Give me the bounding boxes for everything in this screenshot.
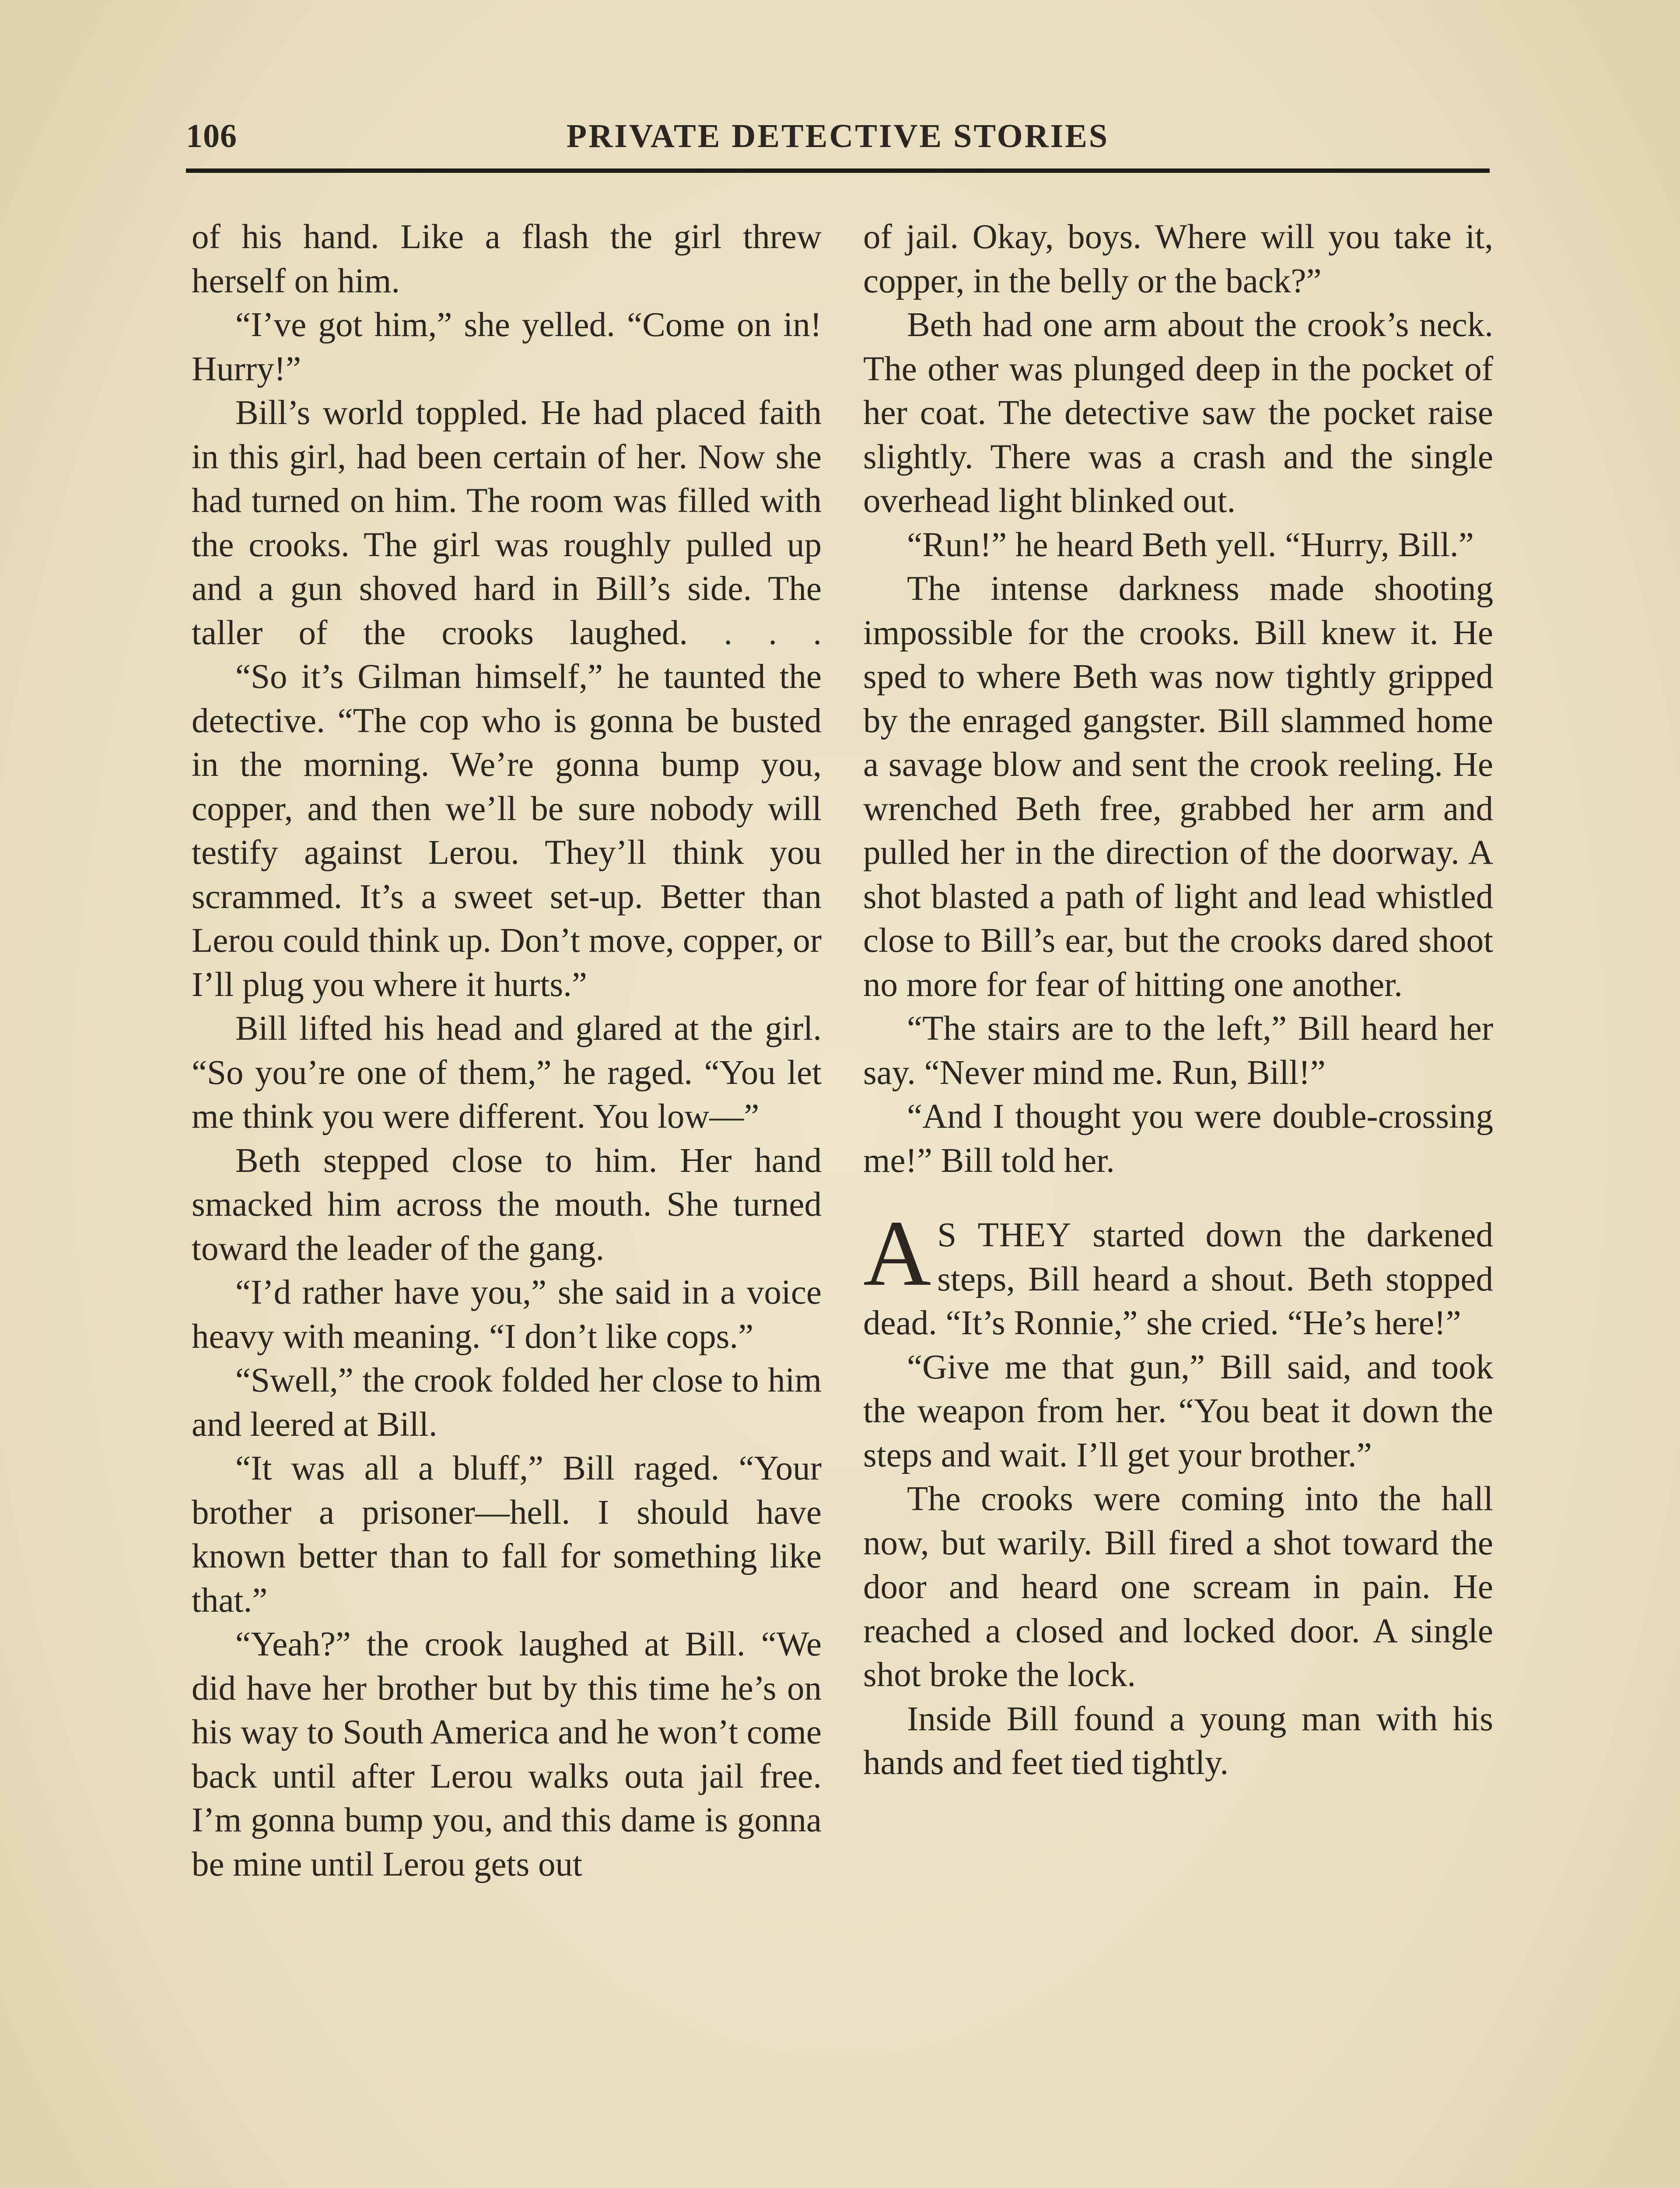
paragraph: “Swell,” the crook folded her close to him and leered at Bill.: [192, 1361, 822, 1444]
running-title: PRIVATE DETECTIVE STORIES: [566, 118, 1110, 154]
paragraph: “So it’s Gilman himself,” he taunted the detective. “The cop who is gonna be busted in the morning. We’re gonna bump you, copper, and then we’ll be sure nobody will testify against Lerou. They’ll think you scrammed. It’s a sweet set-up. Better than Lerou could think up. Don’t move, copper, or I’ll plug you where it hurts.”: [192, 658, 822, 1004]
paragraph: of jail. Okay, boys. Where will you take it, copper, in the belly or the back?”: [863, 218, 1493, 300]
left-column: [192, 215, 822, 2188]
drop-cap: A: [863, 1201, 931, 1305]
paragraph: The crooks were coming into the hall now, but warily. Bill fired a shot toward the door and heard one scream in pain. He reached a closed and locked door. A single shot broke the lock.: [863, 1480, 1493, 1694]
header-rule: [186, 168, 1490, 173]
paragraph: “I’d rather have you,” she said in a voice heavy with meaning. “I don’t like cops.”: [192, 1273, 822, 1356]
section-text: started down the darkened steps, Bill heard a shout. Beth stopped dead. “It’s Ronnie,” she cried. “He’s here!”: [863, 1216, 1493, 1342]
paragraph: The intense darkness made shooting impossible for the crooks. Bill knew it. He sped to where Beth was now tightly gripped by the enraged gangster. Bill slammed home a savage blow and sent the crook reeling. He wrenched Beth free, grabbed her arm and pulled her in the direction of the doorway. A shot blasted a path of light and lead whistled close to Bill’s ear, but the crooks dared shoot no more for fear of hitting one another.: [863, 570, 1493, 1004]
paragraph: “It was all a bluff,” Bill raged. “Your brother a prisoner—hell. I should have known better than to fall for something like that.”: [192, 1449, 822, 1620]
section-opening-paragraph: [863, 1201, 1493, 1346]
paragraph: Beth stepped close to him. Her hand smacked him across the mouth. She turned toward the leader of the gang.: [192, 1141, 822, 1268]
paragraph: Beth had one arm about the crook’s neck. The other was plunged deep in the pocket of her coat. The detective saw the pocket raise slightly. There was a crash and the single overhead light blinked out.: [863, 306, 1493, 520]
right-column: [863, 215, 1493, 2188]
small-caps-lead: S THEY: [937, 1216, 1072, 1254]
paragraph: Bill lifted his head and glared at the girl. “So you’re one of them,” he raged. “You let me think you were different. You low—”: [192, 1010, 822, 1136]
page-number: 106: [186, 118, 237, 154]
paragraph: Bill’s world toppled. He had placed faith in this girl, had been certain of her. Now she had turned on him. The room was filled with the crooks. The girl was roughly pulled up and a gun shoved hard in Bill’s side. The taller of the crooks laughed. . . .: [192, 394, 822, 652]
paragraph: “And I thought you were double-crossing me!” Bill told her.: [863, 1098, 1493, 1180]
paragraph: Inside Bill found a young man with his hands and feet tied tightly.: [863, 1700, 1493, 1782]
paragraph: “Give me that gun,” Bill said, and took the weapon from her. “You beat it down the steps and wait. I’ll get your brother.”: [863, 1348, 1493, 1474]
page-header: [186, 117, 1490, 165]
paragraph: “Run!” he heard Beth yell. “Hurry, Bill.”: [907, 526, 1474, 564]
paragraph: “The stairs are to the left,” Bill heard her say. “Never mind me. Run, Bill!”: [863, 1010, 1493, 1092]
paragraph: “I’ve got him,” she yelled. “Come on in! Hurry!”: [192, 306, 822, 388]
paragraph: “Yeah?” the crook laughed at Bill. “We did have her brother but by this time he’s on his way to South America and he won’t come back until after Lerou walks outa jail free. I’m gonna bump you, and this dame is gonna be mine until Lerou gets out: [192, 1625, 822, 1883]
paragraph: of his hand. Like a flash the girl threw herself on him.: [192, 218, 822, 300]
